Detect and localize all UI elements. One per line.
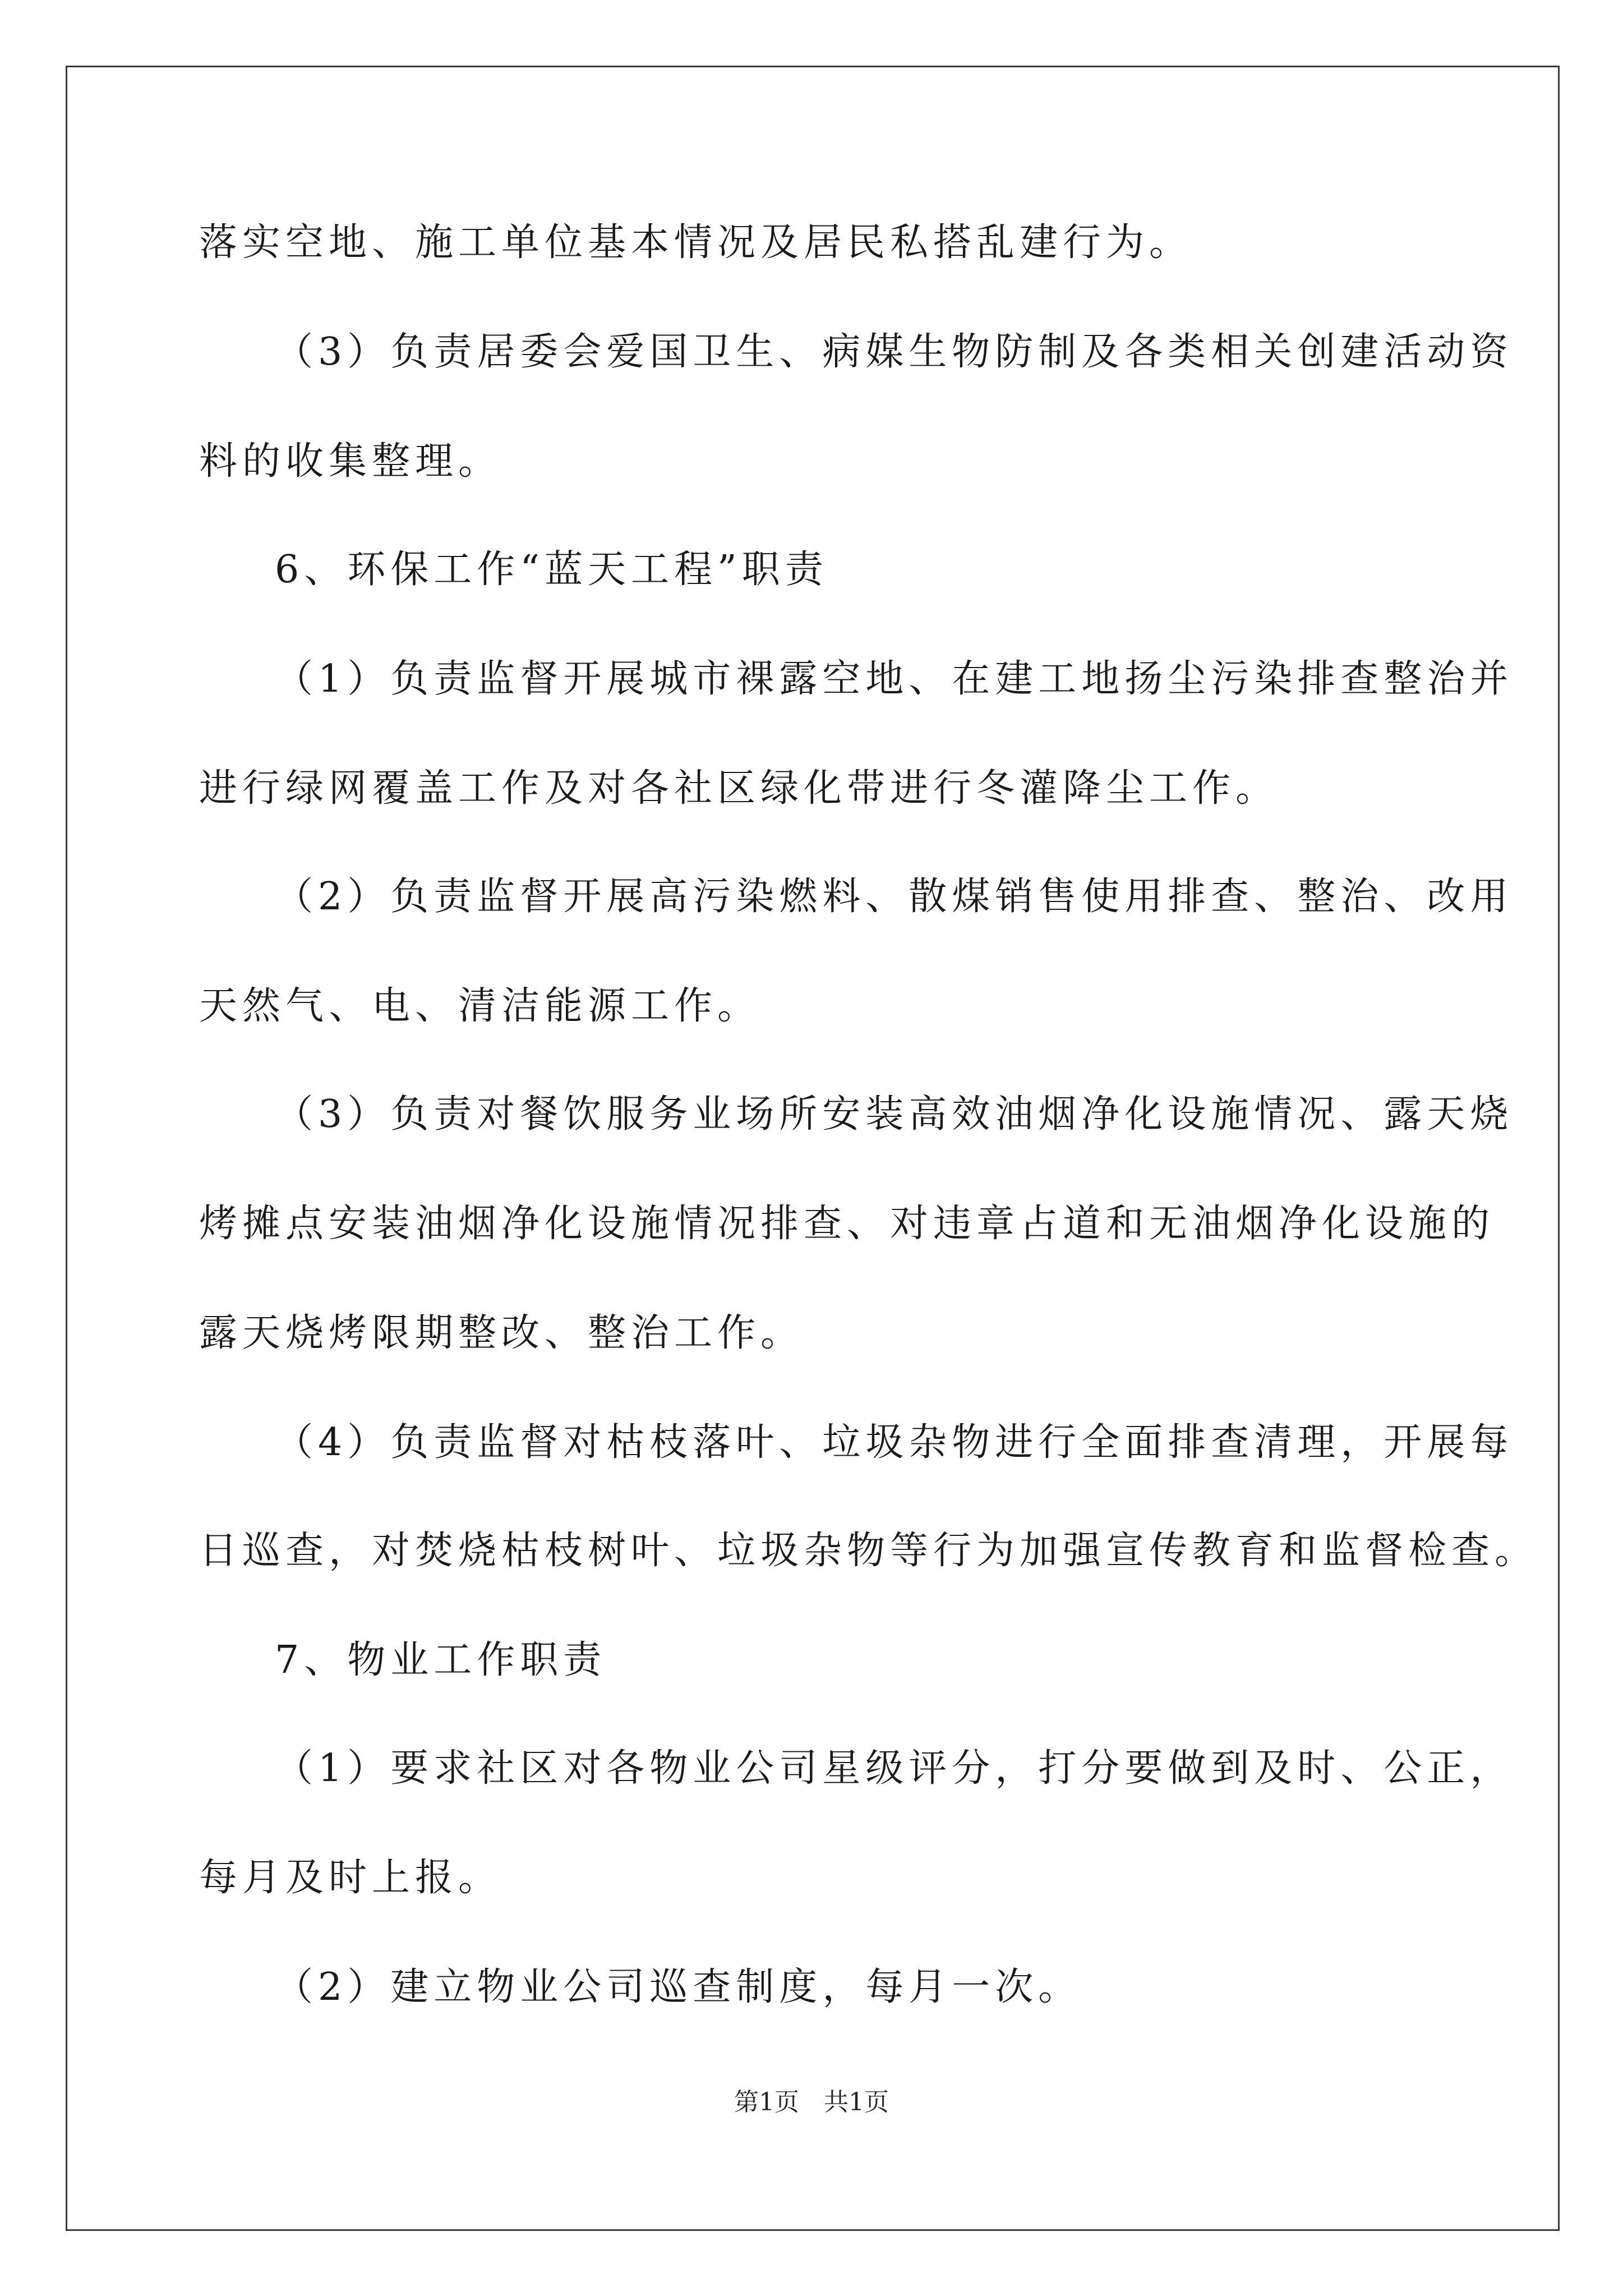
paragraph-line: 每月及时上报。 bbox=[199, 1856, 502, 1900]
paragraph-line: （1）负责监督开展城市裸露空地、在建工地扬尘污染排查整治并 bbox=[275, 657, 1514, 701]
paragraph-line: 烤摊点安装油烟净化设施情况排查、对违章占道和无油烟净化设施的 bbox=[199, 1202, 1495, 1246]
paragraph-line: 露天烧烤限期整改、整治工作。 bbox=[199, 1311, 804, 1355]
paragraph-line: （3）负责对餐饮服务业场所安装高效油烟净化设施情况、露天烧 bbox=[275, 1092, 1514, 1137]
paragraph-line: 落实空地、施工单位基本情况及居民私搭乱建行为。 bbox=[199, 220, 1193, 265]
paragraph-line: 料的收集整理。 bbox=[199, 439, 502, 484]
section-heading: 6、环保工作“蓝天工程”职责 bbox=[275, 547, 828, 592]
paragraph-line: （3）负责居委会爱国卫生、病媒生物防制及各类相关创建活动资 bbox=[275, 330, 1514, 374]
paragraph-line: 日巡查，对焚烧枯枝树叶、垃圾杂物等行为加强宣传教育和监督检查。 bbox=[199, 1529, 1538, 1573]
paragraph-line: （2）负责监督开展高污染燃料、散煤销售使用排查、整治、改用 bbox=[275, 875, 1514, 919]
section-heading: 7、物业工作职责 bbox=[275, 1638, 607, 1682]
page-footer bbox=[0, 2086, 1623, 2119]
document-body bbox=[199, 216, 1538, 2011]
paragraph-line: 天然气、电、清洁能源工作。 bbox=[199, 984, 761, 1028]
paragraph-line: （2）建立物业公司巡查制度，每月一次。 bbox=[275, 1965, 1082, 2009]
paragraph-line: （4）负责监督对枯枝落叶、垃圾杂物进行全面排查清理，开展每 bbox=[275, 1420, 1514, 1465]
paragraph-line: 进行绿网覆盖工作及对各社区绿化带进行冬灌降尘工作。 bbox=[199, 766, 1279, 811]
page-number-label: 第1页 共1页 bbox=[734, 2088, 889, 2116]
paragraph-line: （1）要求社区对各物业公司星级评分，打分要做到及时、公正， bbox=[275, 1746, 1514, 1791]
